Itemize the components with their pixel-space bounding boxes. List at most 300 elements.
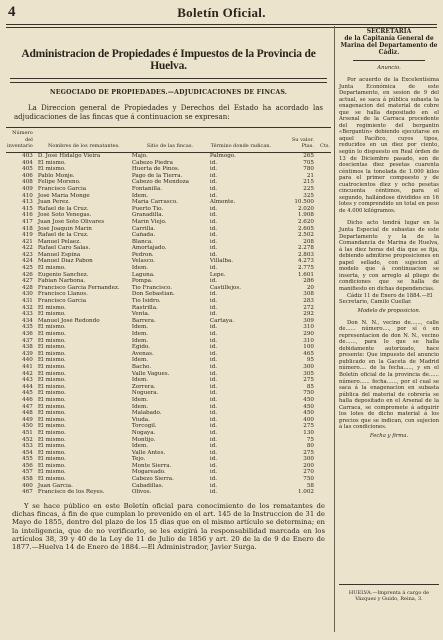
table-row	[6, 476, 331, 483]
row-centimos	[315, 456, 331, 463]
row-centimos	[315, 331, 331, 338]
row-sitio: Barrera.	[131, 317, 156, 324]
row-sitio: Idem.	[131, 265, 149, 272]
table-row	[6, 443, 331, 450]
row-rematante: El mismo.	[37, 357, 66, 364]
row-sitio: Avenas.	[131, 350, 154, 357]
table-body	[6, 152, 331, 495]
page-number: 4	[8, 4, 16, 20]
row-number: 405	[22, 166, 33, 173]
row-termino: Lepe.	[209, 271, 226, 278]
row-sitio: Blanca.	[131, 238, 153, 245]
closing-paragraph: Y se hace público en este Boletín oficial para conocimiento de los rematantes de dichas fincas, á fin de que cumplan lo prevenido en el art. 145 de la Instruccion de 31 de Mayo de 1855, dentro del plazo de los 15 dias que en el mismo artículo se determina; en la inteligencia, que de no verificarlo, se les exigirá la responsabilidad marcada en los artículos 38, 39 y 40 de la Ley de 11 de Julio de 1856 y art. 20 de la de 9 de Enero de 1877.—Huelva 14 de Enero de 1884.—El Administrador, Javier Surga.	[12, 501, 325, 552]
row-pesetas: 2.278	[297, 245, 314, 252]
row-number: 413	[22, 199, 33, 206]
row-number: 403	[22, 152, 33, 159]
row-number: 457	[22, 469, 33, 476]
right-heading-rule	[353, 60, 425, 61]
table-row	[6, 219, 331, 226]
row-number: 438	[22, 344, 33, 351]
row-termino: id.	[209, 443, 218, 450]
row-number: 434	[22, 317, 33, 324]
row-rematante: El mismo.	[37, 429, 66, 436]
table-row	[6, 377, 331, 384]
row-rematante: El mismo.	[37, 331, 66, 337]
row-centimos	[315, 226, 331, 233]
row-pesetas: 750	[303, 390, 314, 397]
row-rematante: Rafael de la Cruz.	[37, 232, 89, 239]
row-centimos	[315, 298, 331, 305]
row-termino: id.	[209, 489, 218, 496]
row-number: 415	[22, 205, 33, 212]
row-centimos	[315, 384, 331, 391]
row-pesetas: 300	[303, 456, 314, 463]
row-rematante: El mismo.	[37, 403, 66, 410]
row-pesetas: 265	[303, 152, 314, 159]
table-row	[6, 410, 331, 417]
section-title: Administracion de Propiedades é Impuestos de la Provincia de Huelva.	[21, 48, 316, 72]
adjudications-table	[6, 127, 331, 496]
row-rematante: El mismo.	[37, 377, 66, 384]
col-sitio: Sitio de las fincas.	[131, 128, 209, 153]
row-pesetas: 95	[306, 357, 314, 364]
table-row	[6, 199, 331, 206]
row-centimos	[315, 364, 331, 371]
row-pesetas: 750	[303, 476, 314, 483]
row-termino: id.	[209, 423, 218, 430]
row-sitio: Tejo.	[131, 456, 146, 463]
row-pesetas: 225	[303, 185, 314, 192]
table-row	[6, 258, 331, 265]
row-centimos	[315, 377, 331, 384]
row-rematante: El mismo.	[37, 436, 66, 443]
table-row	[6, 324, 331, 331]
table-row	[6, 469, 331, 476]
row-termino: id.	[209, 416, 218, 423]
row-termino: id.	[209, 363, 218, 370]
row-number: 456	[22, 462, 33, 469]
row-number: 431	[22, 298, 33, 305]
row-number: 416	[22, 212, 33, 219]
imprint-rule	[339, 584, 439, 585]
row-rematante: Francisco Llanos.	[37, 291, 88, 298]
row-sitio: Majo.	[131, 152, 148, 159]
secretaria-heading: SECRETARÍA	[366, 28, 412, 35]
row-rematante: El mismo.	[37, 363, 66, 370]
row-sitio: Granadilla.	[131, 212, 164, 219]
row-pesetas: 286	[303, 278, 314, 285]
row-termino: id.	[209, 449, 218, 456]
row-pesetas: 80	[306, 443, 314, 450]
row-centimos	[315, 437, 331, 444]
row-rematante: El mismo.	[37, 476, 66, 483]
row-rematante: El mismo.	[37, 311, 66, 318]
table-row	[6, 390, 331, 397]
row-number: 424	[22, 258, 33, 265]
row-sitio: Bacho.	[131, 363, 152, 370]
row-sitio: Nogaya.	[131, 429, 156, 436]
row-number: 442	[22, 370, 33, 377]
row-sitio: Idem.	[131, 403, 149, 410]
row-number: 425	[22, 265, 33, 272]
row-number: 443	[22, 377, 33, 384]
table-row	[6, 338, 331, 345]
row-sitio: Valle Antes.	[131, 449, 166, 456]
row-pesetas: 58	[306, 482, 314, 489]
row-termino: id.	[209, 482, 218, 489]
table-row	[6, 417, 331, 424]
row-centimos	[315, 152, 331, 159]
row-number: 432	[22, 304, 33, 311]
row-sitio: Rastrilla.	[131, 304, 158, 311]
row-termino: id.	[209, 476, 218, 483]
row-pesetas: 705	[303, 159, 314, 166]
row-rematante: El mismo.	[37, 416, 66, 423]
row-pesetas: 4.273	[297, 258, 314, 265]
row-pesetas: 400	[303, 416, 314, 423]
row-number: 451	[22, 429, 33, 436]
row-termino: id.	[209, 410, 218, 417]
row-rematante: El mismo.	[37, 304, 66, 311]
table-row	[6, 430, 331, 437]
row-rematante: Francisco García	[37, 298, 87, 305]
table-row	[6, 351, 331, 358]
row-rematante: El mismo.	[37, 324, 66, 331]
row-number: 408	[22, 179, 33, 186]
table-row	[6, 305, 331, 312]
anuncio-label: Anuncio.	[377, 65, 401, 71]
row-centimos	[315, 338, 331, 345]
row-number: 409	[22, 185, 33, 192]
row-sitio: Monte Sierra.	[131, 462, 172, 469]
row-rematante: Francisco García	[37, 185, 87, 192]
table-row	[6, 232, 331, 239]
table-row	[6, 489, 331, 496]
row-sitio: Montijo.	[131, 436, 156, 443]
row-termino: id.	[209, 232, 218, 239]
row-centimos	[315, 219, 331, 226]
title-rule	[10, 78, 327, 83]
row-pesetas: 2.502	[297, 232, 314, 239]
row-pesetas: 272	[303, 304, 314, 311]
row-number: 467	[22, 489, 33, 496]
row-sitio: Noguera.	[131, 390, 159, 397]
table-row	[6, 318, 331, 325]
modelo-heading: Modelo de proposicion.	[357, 307, 421, 314]
row-centimos	[315, 160, 331, 167]
row-pesetas: 450	[303, 410, 314, 417]
row-number: 426	[22, 271, 33, 278]
row-rematante: D. José Hidalgo Vieira	[37, 152, 101, 159]
row-number: 404	[22, 159, 33, 166]
row-rematante: Rafael Caro Salas.	[37, 245, 91, 252]
row-rematante: El mismo.	[37, 449, 66, 456]
table-row	[6, 160, 331, 167]
row-pesetas: 309	[303, 317, 314, 324]
row-sitio: Tio Francisco.	[131, 284, 173, 291]
row-termino: id.	[209, 436, 218, 443]
row-termino: id.	[209, 212, 218, 219]
intro-paragraph: La Direccion general de Propiedades y Derechos del Estado ha acordado las adjudicaciones de las fincas que á continuacion se expresan:	[14, 104, 323, 121]
row-number: 433	[22, 311, 33, 318]
row-centimos	[315, 166, 331, 173]
row-termino: id.	[209, 265, 218, 272]
row-rematante: El mismo.	[37, 159, 66, 166]
row-rematante: José Soto Venegas.	[37, 212, 92, 219]
row-centimos	[315, 489, 331, 496]
row-termino: id.	[209, 159, 218, 166]
row-sitio: Pedron.	[131, 251, 154, 258]
row-pesetas: 85	[306, 383, 314, 390]
right-column	[339, 28, 439, 640]
row-termino: id.	[209, 291, 218, 298]
row-rematante: José Joaquín Marín	[37, 225, 92, 232]
table-row	[6, 179, 331, 186]
row-sitio: Idem.	[131, 331, 149, 337]
row-rematante: El mismo.	[37, 370, 66, 377]
row-number: 450	[22, 423, 33, 430]
row-rematante: El mismo.	[37, 337, 66, 344]
row-sitio: Torcogil.	[131, 423, 157, 430]
row-number: 446	[22, 396, 33, 403]
row-sitio: Idem.	[131, 324, 149, 331]
firma-label: Fecha y firma.	[369, 432, 409, 439]
row-rematante: El mismo.	[37, 443, 66, 450]
col-numero: Número del inventario	[6, 128, 37, 153]
row-termino: id.	[209, 179, 218, 186]
table-row	[6, 331, 331, 338]
row-number: 454	[22, 449, 33, 456]
row-rematante: El mismo.	[37, 265, 66, 272]
table-row	[6, 278, 331, 285]
printer-imprint: HUELVA.—Imprenta á cargo de Vázquez y Guido, Reina, 3.	[348, 590, 430, 602]
row-termino: id.	[209, 251, 218, 258]
row-termino: id.	[209, 357, 218, 364]
row-sitio: Egido.	[131, 344, 150, 351]
row-pesetas: 292	[303, 311, 314, 318]
row-centimos	[315, 285, 331, 292]
row-number: 437	[22, 337, 33, 344]
row-rematante: El mismo.	[37, 423, 66, 430]
col-cts: Cts.	[315, 128, 331, 153]
table-row	[6, 252, 331, 259]
row-pesetas: 283	[303, 298, 314, 305]
row-rematante: Manuel José Redondo	[37, 317, 100, 324]
row-termino: id.	[209, 350, 218, 357]
row-centimos	[315, 344, 331, 351]
row-centimos	[315, 206, 331, 213]
row-sitio: Huerta de Pinos.	[131, 166, 180, 173]
table-row	[6, 371, 331, 378]
row-termino: Castillejos.	[209, 284, 242, 291]
row-sitio: Cabadillas.	[131, 482, 164, 489]
row-pesetas: 450	[303, 403, 314, 410]
row-sitio: Pompa.	[131, 278, 153, 285]
row-centimos	[315, 324, 331, 331]
row-rematante: Fabian Narbona.	[37, 278, 86, 285]
row-pesetas: 450	[303, 396, 314, 403]
row-rematante: El mismo.	[37, 350, 66, 357]
row-rematante: Manuel Espina	[37, 251, 81, 258]
column-divider	[334, 26, 335, 632]
row-centimos	[315, 212, 331, 219]
row-rematante: El mismo.	[37, 456, 66, 463]
row-number: 440	[22, 357, 33, 364]
col-pts: Ptas.	[301, 143, 314, 150]
row-centimos	[315, 173, 331, 180]
row-sitio: Malabado.	[131, 410, 162, 417]
row-rematante: Francisco García Fernandez.	[37, 284, 120, 291]
row-sitio: Cabezo Piedra	[131, 159, 173, 166]
table-row	[6, 311, 331, 318]
row-sitio: Valle Vagues.	[131, 370, 170, 377]
row-sitio: Idem.	[131, 357, 149, 364]
row-termino: Almonte.	[209, 199, 236, 206]
table-row	[6, 357, 331, 364]
table-row	[6, 291, 331, 298]
col-nombres: Nombres de los rematantes.	[37, 128, 131, 153]
row-termino: id.	[209, 304, 218, 311]
row-rematante: Juan García.	[37, 482, 73, 489]
row-centimos	[315, 371, 331, 378]
row-pesetas: 270	[303, 469, 314, 476]
row-termino: id.	[209, 324, 218, 331]
col-termino: Término donde radican.	[209, 128, 273, 153]
row-pesetas: 325	[303, 192, 314, 199]
row-termino: id.	[209, 403, 218, 410]
row-pesetas: 1.908	[297, 212, 314, 219]
row-rematante: Manuel Pelaez.	[37, 238, 81, 245]
row-termino: id.	[209, 383, 218, 390]
row-rematante: El mismo.	[37, 383, 66, 390]
row-pesetas: 275	[303, 377, 314, 384]
row-termino: id.	[209, 396, 218, 403]
row-pesetas: 208	[303, 238, 314, 245]
row-sitio: Fontanilla.	[131, 185, 163, 192]
row-pesetas: 305	[303, 370, 314, 377]
row-termino: id.	[209, 218, 218, 225]
col-valor-pts	[273, 128, 315, 153]
row-centimos	[315, 232, 331, 239]
row-sitio: María Carrasco.	[131, 199, 178, 206]
row-sitio: Velasco.	[131, 258, 155, 265]
row-sitio: Olivos.	[131, 489, 152, 496]
row-termino: id.	[209, 225, 218, 232]
row-sitio: Tío Isidro.	[131, 298, 161, 305]
row-pesetas: 310	[303, 337, 314, 344]
row-number: 445	[22, 390, 33, 397]
row-pesetas: 2.775	[297, 265, 314, 272]
table-row	[6, 193, 331, 200]
row-centimos	[315, 239, 331, 246]
row-termino: Villalba.	[209, 258, 234, 265]
row-termino: id.	[209, 311, 218, 318]
row-sitio: Idem.	[131, 377, 149, 384]
row-centimos	[315, 311, 331, 318]
row-centimos	[315, 390, 331, 397]
row-centimos	[315, 291, 331, 298]
row-number: 447	[22, 403, 33, 410]
row-termino: Palmogo.	[209, 152, 236, 159]
row-centimos	[315, 357, 331, 364]
row-rematante: El mismo.	[37, 166, 66, 173]
page-title: Boletín Oficial.	[177, 5, 266, 20]
row-centimos	[315, 318, 331, 325]
row-number: 428	[22, 284, 33, 291]
left-column	[6, 26, 331, 640]
table-row	[6, 152, 331, 159]
table-row	[6, 239, 331, 246]
row-pesetas: 275	[303, 449, 314, 456]
row-pesetas: 20	[306, 284, 314, 291]
table-row	[6, 186, 331, 193]
anuncio-body-2: Dicho acto tendrá lugar en la Junta Especial de subastas de este Departamento y la de la Comandancia de Marina de Huelva, á las diez horas del día que se fija, debiendo admitirse proposiciones en papel sellado, con sujecion al modelo que á continuacion se inserta, y con arreglo al pliego de condiciones que se halla de manifiesto en dichas dependencias.	[339, 220, 439, 292]
row-sitio: Amortajado.	[131, 245, 167, 252]
row-termino: Cartaya.	[209, 317, 235, 324]
row-rematante: El mismo.	[37, 344, 66, 351]
row-sitio: Cañada.	[131, 232, 156, 239]
row-termino: id.	[209, 429, 218, 436]
row-number: 452	[22, 436, 33, 443]
row-termino: id.	[209, 331, 218, 337]
row-sitio: Idem.	[131, 192, 149, 199]
row-centimos	[315, 430, 331, 437]
section-subtitle: NEGOCIADO DE PROPIEDADES.—ADJUDICACIONES DE FINCAS.	[49, 89, 288, 96]
row-rematante: Felipe Moreno.	[37, 179, 81, 186]
row-pesetas: 200	[303, 462, 314, 469]
table-row	[6, 456, 331, 463]
row-pesetas: 130	[303, 429, 314, 436]
row-rematante: Pablo Monje.	[37, 172, 75, 179]
row-termino: id.	[209, 390, 218, 397]
row-pesetas: 275	[303, 423, 314, 430]
row-number: 453	[22, 443, 33, 450]
row-termino: id.	[209, 377, 218, 384]
table-header-row	[6, 128, 331, 153]
row-rematante: Eugenio Sanchez.	[37, 271, 89, 278]
row-termino: id.	[209, 166, 218, 173]
row-number: 418	[22, 225, 33, 232]
row-rematante: José María Monge	[37, 192, 90, 199]
row-centimos	[315, 483, 331, 490]
table-row	[6, 397, 331, 404]
row-centimos	[315, 463, 331, 470]
row-pesetas: 310	[303, 324, 314, 331]
row-sitio: Cabezo de Mendoza	[131, 179, 190, 186]
row-sitio: Carrilla.	[131, 225, 156, 232]
row-termino: id.	[209, 205, 218, 212]
row-rematante: El mismo.	[37, 469, 66, 476]
row-centimos	[315, 258, 331, 265]
row-number: 427	[22, 278, 33, 285]
row-number: 441	[22, 363, 33, 370]
row-pesetas: 1.002	[297, 489, 314, 496]
row-pesetas: 2.605	[297, 225, 314, 232]
row-centimos	[315, 351, 331, 358]
table-row	[6, 463, 331, 470]
table-row	[6, 285, 331, 292]
row-sitio: Idem.	[131, 396, 149, 403]
table-row	[6, 298, 331, 305]
row-centimos	[315, 469, 331, 476]
row-termino: id.	[209, 344, 218, 351]
row-centimos	[315, 193, 331, 200]
row-sitio: Venta.	[131, 311, 150, 318]
row-centimos	[315, 252, 331, 259]
row-sitio: Mogareado.	[131, 469, 166, 476]
row-rematante: Rafael de la Cruz.	[37, 205, 89, 212]
row-number: 417	[22, 218, 33, 225]
